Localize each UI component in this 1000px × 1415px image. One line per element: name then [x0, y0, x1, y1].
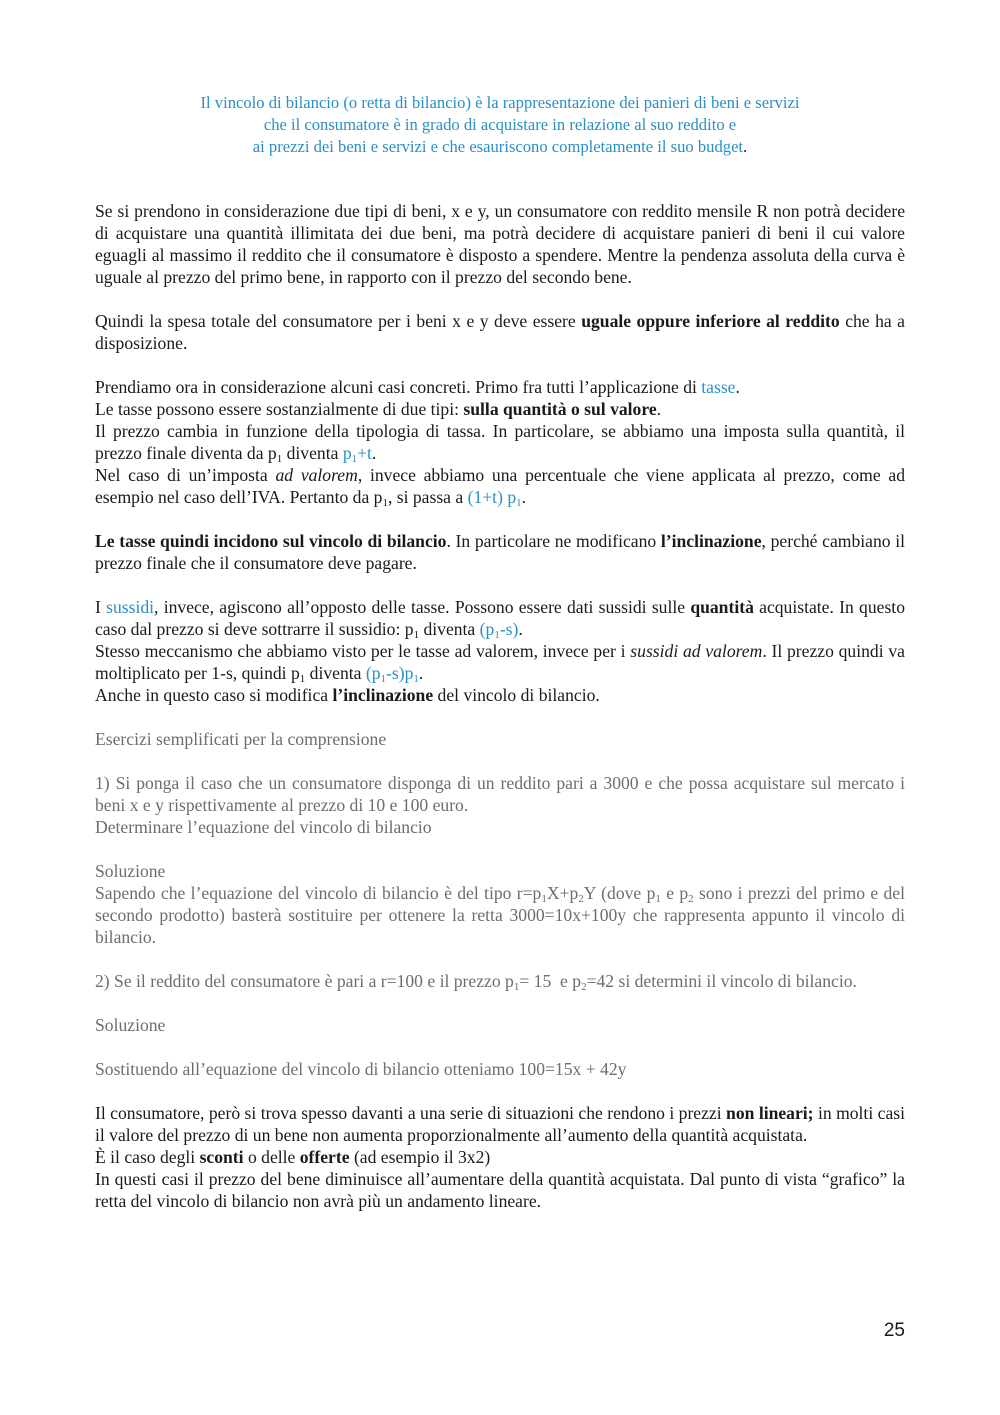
- text: in molti casi il valore del prezzo di un bene non aumenta proporzionalmente all’aumento della quantità acquistata.: [95, 1103, 905, 1145]
- bold-text: sulla quantità o sul valore: [463, 399, 657, 419]
- text: .: [735, 377, 740, 397]
- subscript: 2: [578, 893, 584, 905]
- text: È il caso degli: [95, 1147, 200, 1167]
- text: 2) Se il reddito del consumatore è pari a r=100 e il prezzo p: [95, 971, 514, 991]
- text: sono i prezzi del primo e del secondo prodotto) basterà sostituire per ottenere la retta 3000=10x+100y che rappresenta appunto il vincolo di bilancio.: [95, 883, 905, 947]
- paragraph-discounts: [95, 1146, 905, 1168]
- page-content: [95, 92, 905, 1212]
- text: , invece, agiscono all’opposto delle tasse. Possono essere dati sussidi sulle: [154, 597, 691, 617]
- text: (p: [365, 663, 381, 683]
- text: Stesso meccanismo che abbiamo visto per le tasse ad valorem, invece per i: [95, 641, 631, 661]
- text: .: [371, 443, 377, 463]
- solution-1-label: Soluzione: [95, 861, 166, 881]
- text: +t: [357, 443, 372, 463]
- text: , invece abbiamo una percentuale che viene applicata al prezzo, come ad esempio nel caso dell’IVA. Pertanto da p: [95, 465, 906, 507]
- exercise-1-text: 1) Si ponga il caso che un consumatore disponga di un reddito pari a 3000 e che possa acquistare sul mercato i beni x e y rispettivamente al prezzo di 10 e 100 euro.: [95, 773, 905, 815]
- solution-1-text: [95, 882, 905, 948]
- paragraph-nonlinear-prices: [95, 1102, 905, 1146]
- text: .: [418, 663, 424, 683]
- paragraph-graphic: In questi casi il prezzo del bene diminuisce all’aumentare della quantità acquistata. Dal punto di vista “grafico” la retta del vincolo di bilancio non avrà più un andamento lineare.: [95, 1169, 905, 1211]
- text: p: [342, 443, 352, 463]
- text: (p: [479, 619, 495, 639]
- paragraph-tax-types: [95, 398, 905, 420]
- bold-text: offerte: [299, 1147, 350, 1167]
- subscript: 1: [655, 893, 661, 905]
- intro-line-text: ai prezzi dei beni e servizi e che esauriscono completamente il suo budget: [252, 137, 744, 156]
- paragraph-subsidies: [95, 596, 905, 640]
- paragraph-ad-valorem-tax: [95, 464, 905, 508]
- subscript: 1: [380, 673, 386, 685]
- text: diventa: [419, 619, 480, 639]
- paragraph-ad-valorem-subsidies: [95, 640, 905, 684]
- text: e p: [660, 883, 689, 903]
- subscript: 2: [688, 893, 694, 905]
- text: X+p: [546, 883, 579, 903]
- text: Y (dove p: [583, 883, 656, 903]
- text: -s)p: [386, 663, 414, 683]
- subscript: 1: [494, 629, 500, 641]
- paragraph-inclination: [95, 684, 905, 706]
- bold-text: sconti: [199, 1147, 244, 1167]
- text: . Il prezzo quindi va moltiplicato per 1-s, quindi p: [95, 641, 905, 683]
- text: Le tasse possono essere sostanzialmente di due tipi:: [95, 399, 464, 419]
- paragraph-taxes-intro: [95, 376, 905, 398]
- exercise-1-task: Determinare l’equazione del vincolo di bilancio: [95, 817, 432, 837]
- formula-1-plus-t-p1: [468, 487, 522, 507]
- formula-p1-minus-s: [480, 619, 519, 639]
- paragraph-taxes-effect: [95, 530, 905, 574]
- text: che ha a disposizione.: [95, 311, 905, 353]
- paragraph-total-spending: [95, 310, 905, 354]
- text: del vincolo di bilancio.: [433, 685, 600, 705]
- text: , perché cambiano il prezzo finale che il consumatore deve pagare.: [95, 531, 905, 573]
- text: Quindi la spesa totale del consumatore per i beni x e y deve essere: [95, 311, 582, 331]
- text: diventa: [305, 663, 366, 683]
- text: = 15 e p: [519, 971, 582, 991]
- text: .: [656, 399, 662, 419]
- bold-text: quantità: [690, 597, 754, 617]
- intro-line: [95, 136, 905, 158]
- exercise-2-text: [95, 970, 905, 992]
- intro-definition: [95, 92, 905, 158]
- text: Sapendo che l’equazione del vincolo di bilancio è del tipo r=p: [95, 883, 542, 903]
- bold-text: l’inclinazione: [332, 685, 434, 705]
- intro-line: [95, 114, 905, 136]
- paragraph-quantity-tax: [95, 420, 905, 464]
- formula-p1-plus-t: [343, 443, 372, 463]
- text: o delle: [243, 1147, 300, 1167]
- subscript: 1: [382, 497, 388, 509]
- subscript: 1: [413, 629, 420, 641]
- subscript: 1: [276, 453, 283, 465]
- exercises-heading: Esercizi semplificati per la comprensione: [95, 729, 387, 749]
- subscript: 2: [581, 981, 587, 993]
- intro-line: Il vincolo di bilancio (o retta di bilancio) è la rappresentazione dei panieri di beni e servizi: [200, 93, 800, 112]
- text: Il consumatore, però si trova spesso davanti a una serie di situazioni che rendono i prezzi: [95, 1103, 727, 1123]
- text: Prendiamo ora in considerazione alcuni casi concreti. Primo fra tutti l’applicazione di: [95, 377, 702, 397]
- paragraph-budget: Se si prendono in considerazione due tipi di beni, x e y, un consumatore con reddito mensile R non potrà decidere di acquistare una quantità illimitata dei due beni, ma potrà decidere di acquistare panieri di beni il cui valore eguagli al massimo il reddito che il consumatore è disposto a spendere. Mentre la pendenza assoluta della curva è uguale al prezzo del primo bene, in rapporto con il prezzo del secondo bene.: [95, 201, 905, 287]
- subscript: 1: [351, 453, 358, 465]
- text: acquistate. In questo caso dal prezzo si deve sottrarre il sussidio: p: [95, 597, 905, 639]
- text: -s): [499, 619, 519, 639]
- text: Il prezzo cambia in funzione della tipologia di tassa. In particolare, se abbiamo una imposta sulla quantità, il prezzo finale diventa da p: [95, 421, 905, 463]
- subscript: 1: [413, 673, 419, 685]
- text: (1+t) p: [467, 487, 517, 507]
- text: =42 si determini il vincolo di bilancio.: [586, 971, 857, 991]
- formula-p1-minus-s-p1: [366, 663, 419, 683]
- subscript: 1: [513, 981, 520, 993]
- subscript: 1: [541, 893, 547, 905]
- highlight-subsidies: sussidi: [106, 597, 155, 617]
- intro-line-text: che il consumatore è in grado di acquistare in relazione al suo reddito e: [263, 115, 737, 134]
- text: .: [518, 619, 523, 639]
- solution-2-label: Soluzione: [95, 1015, 166, 1035]
- text: , si passa a: [387, 487, 468, 507]
- intro-dot: .: [743, 137, 748, 156]
- bold-text: non lineari;: [726, 1103, 814, 1123]
- italic-text: sussidi ad valorem: [630, 641, 763, 661]
- subscript: 1: [299, 673, 306, 685]
- text: Anche in questo caso si modifica: [95, 685, 333, 705]
- bold-text: l’inclinazione: [660, 531, 762, 551]
- text: I: [95, 597, 107, 617]
- subscript: 1: [516, 497, 522, 509]
- italic-text: ad valorem: [275, 465, 358, 485]
- solution-2-text: Sostituendo all’equazione del vincolo di bilancio otteniamo 100=15x + 42y: [95, 1059, 627, 1079]
- text: (ad esempio il 3x2): [349, 1147, 491, 1167]
- text: .: [521, 487, 527, 507]
- bold-text: Le tasse quindi incidono sul vincolo di bilancio: [95, 531, 447, 551]
- text: Nel caso di un’imposta: [95, 465, 276, 485]
- bold-text: uguale oppure inferiore al reddito: [581, 311, 840, 331]
- text: diventa: [282, 443, 343, 463]
- page-number: 25: [883, 1320, 905, 1341]
- highlight-taxes: tasse: [701, 377, 736, 397]
- text: . In particolare ne modificano: [446, 531, 661, 551]
